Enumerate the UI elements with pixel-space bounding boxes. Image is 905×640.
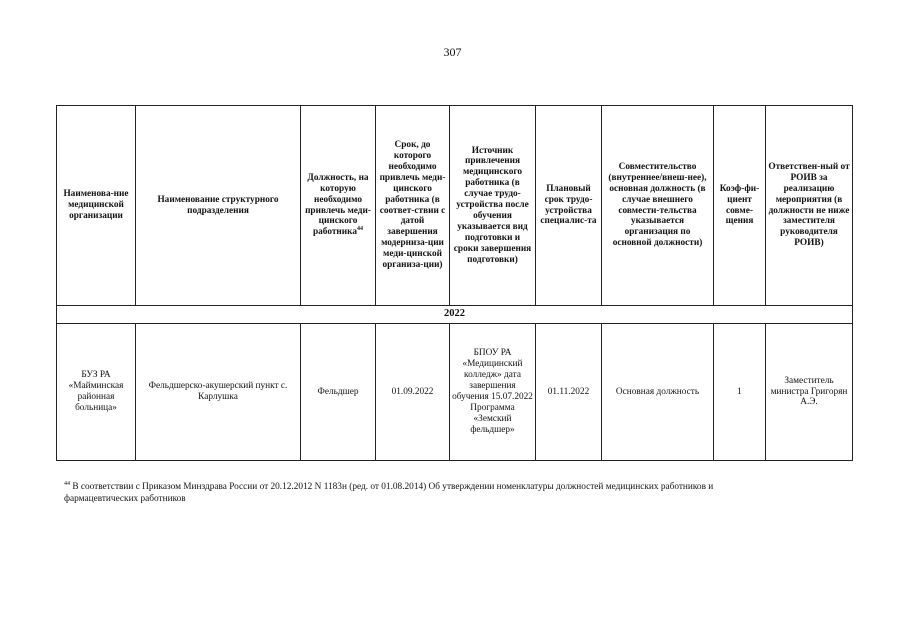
year-label: 2022 [57, 306, 853, 324]
header-deadline: Срок, до которого необходимо привлечь меди-цинского работника (в соответ-ствии с датой завершения модерниза-ции меди-цинской организа-ции) [376, 106, 450, 306]
cell-org: БУЗ РА «Майминская районная больница» [57, 324, 136, 461]
cell-combination: Основная должность [602, 324, 714, 461]
footnote-number: 44 [64, 480, 70, 487]
cell-position: Фельдшер [301, 324, 376, 461]
header-coef: Коэф-фи-циент совме-щения [714, 106, 766, 306]
table-header-row [57, 106, 853, 306]
header-org: Наименова-ние медицинской организации [57, 106, 136, 306]
cell-planned: 01.11.2022 [536, 324, 602, 461]
cell-source: БПОУ РА «Медицинский колледж» дата завершения обучения 15.07.2022 Программа «Земский фельдшер» [450, 324, 536, 461]
header-position [301, 106, 376, 306]
page-number: 307 [443, 45, 462, 59]
cell-responsible: Заместитель министра Григорян А.Э. [766, 324, 853, 461]
year-row [57, 306, 853, 324]
footnote-ref-44[interactable]: 44 [357, 226, 363, 233]
staffing-table [56, 105, 853, 461]
header-position-text: Должность, на которую необходимо привлечь меди-цинского работника [305, 172, 371, 238]
cell-coef: 1 [714, 324, 766, 461]
footnote [64, 481, 784, 505]
header-source: Источник привлечения медицинского работника (в случае трудо-устройства после обучения указывается вид подготовки и сроки завершения подготовки) [450, 106, 536, 306]
table-row [57, 324, 853, 461]
header-combination: Совместительство (внутреннее/внеш-нее), основная должность (в случае внешнего совмести-тельства указывается организация по основной должности) [602, 106, 714, 306]
cell-deadline: 01.09.2022 [376, 324, 450, 461]
header-responsible: Ответствен-ный от РОИВ за реализацию мероприятия (в должности не ниже заместителя руководителя РОИВ) [766, 106, 853, 306]
header-planned: Плановый срок трудо-устройства специалис-та [536, 106, 602, 306]
cell-unit: Фельдшерско-акушерский пункт с. Карлушка [136, 324, 301, 461]
footnote-text: В соответствии с Приказом Минздрава России от 20.12.2012 N 1183н (ред. от 01.08.2014) Об утверждении номенклатуры должностей медицинских работников и фармацевтических работников [64, 482, 714, 504]
header-unit: Наименование структурного подразделения [136, 106, 301, 306]
